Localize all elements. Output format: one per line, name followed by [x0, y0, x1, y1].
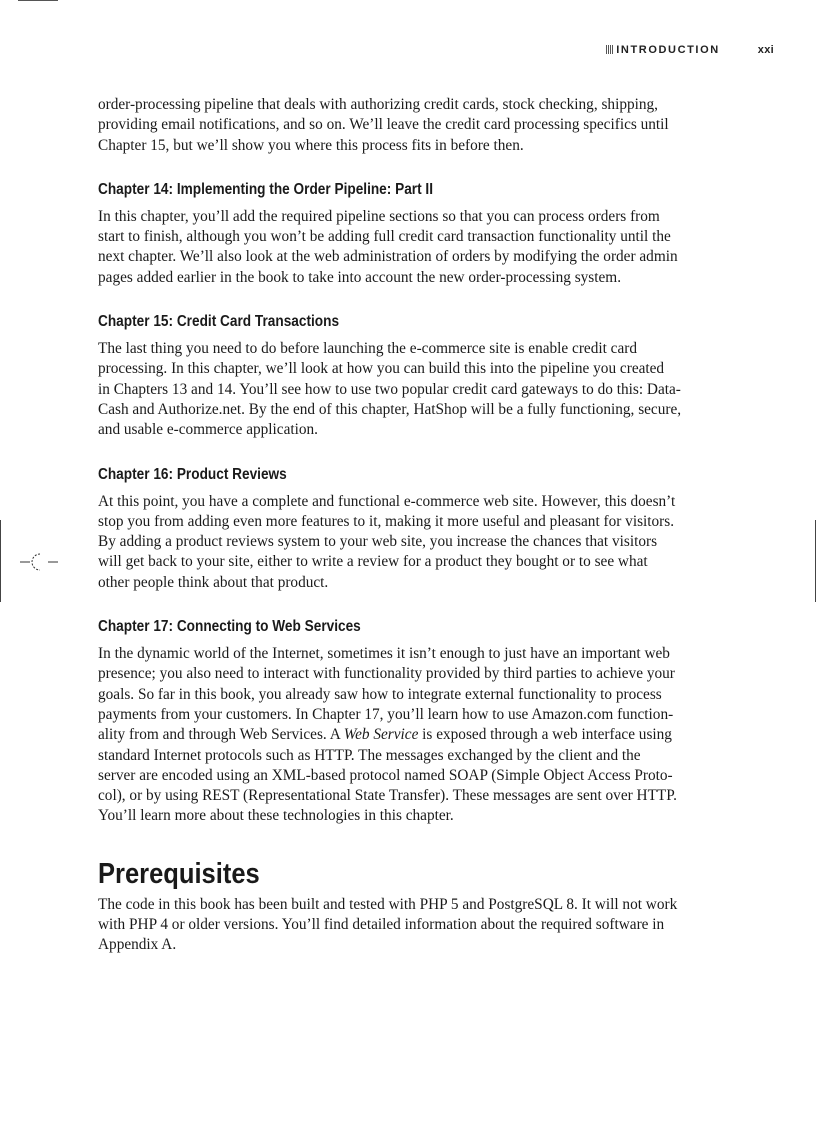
- prerequisites-heading: Prerequisites: [98, 857, 260, 890]
- crop-mark-left: [0, 520, 1, 602]
- running-head-section: INTRODUCTION: [616, 44, 720, 56]
- web-service-term: Web Service: [343, 726, 419, 744]
- chapter-17-body-part-1: In the dynamic world of the Internet, sometimes it isn’t enough to just have an important web presence; you also need to interact with functionality provided by third parties to achieve your goals. So far in this book, you already saw how to integrate external functionality to process payments from your customers. In Chapter 17, you’ll learn how to use Amazon.com function- ality from and through Web Services. A: [98, 645, 675, 744]
- chapter-16-body: At this point, you have a complete and functional e-commerce web site. However, this doesn’t stop you from adding even more features to it, making it more useful and pleasant for visitors. By adding a product reviews system to your web site, you increase the chances that visitors will get back to your site, either to write a review for a product they bought or to see what other people think about that product.: [98, 492, 676, 591]
- chapter-15-body: The last thing you need to do before launching the e-commerce site is enable credit card processing. In this chapter, we’ll look at how you can build this into the pipeline you created in Chapters 13 and 14. You’ll see how to use two popular credit card gateways to do this: Data- Cash and Authorize.net. By the end of this chapter, HatShop will be a fully functioning, secure, and usable e-commerce application.: [98, 340, 682, 439]
- crop-mark-top: [18, 0, 58, 1]
- registration-mark-icon: [20, 548, 60, 578]
- chapter-17-body: [98, 644, 722, 827]
- chapter-17-body-part-2: is exposed through a web interface using standard Internet protocols such as HTTP. The messages exchanged by the client and the server are encoded using an XML-based protocol named SOAP (Simple Object Access Proto- col), or by using REST (Representational State Transfer). These messages are sent over HTTP. You’ll learn more about these technologies in this chapter.: [98, 726, 677, 825]
- page-body: [98, 95, 722, 956]
- prerequisites-body: The code in this book has been built and tested with PHP 5 and PostgreSQL 8. It will not work with PHP 4 or older versions. You’ll find detailed information about the required software in Appendix A.: [98, 895, 678, 954]
- page-number: xxi: [757, 44, 774, 56]
- chapter-14-heading: Chapter 14: Implementing the Order Pipeline: Part II: [98, 180, 434, 198]
- running-head: [0, 44, 774, 56]
- chapter-17-heading: Chapter 17: Connecting to Web Services: [98, 618, 361, 636]
- chapter-15-heading: Chapter 15: Credit Card Transactions: [98, 313, 340, 331]
- chapter-16-heading: Chapter 16: Product Reviews: [98, 465, 287, 483]
- chapter-14-body: In this chapter, you’ll add the required pipeline sections so that you can process orders from start to finish, although you won’t be adding full credit card transaction functionality until the next chapter. We’ll also look at the web administration of orders by modifying the order admin pages added earlier in the book to take into account the new order-processing system.: [98, 207, 678, 286]
- running-head-bars-icon: [606, 45, 614, 54]
- intro-paragraph: order-processing pipeline that deals with authorizing credit cards, stock checking, shipping, providing email notifications, and so on. We’ll leave the credit card processing specifics until Chapter 15, but we’ll show you where this process fits in before then.: [98, 96, 669, 154]
